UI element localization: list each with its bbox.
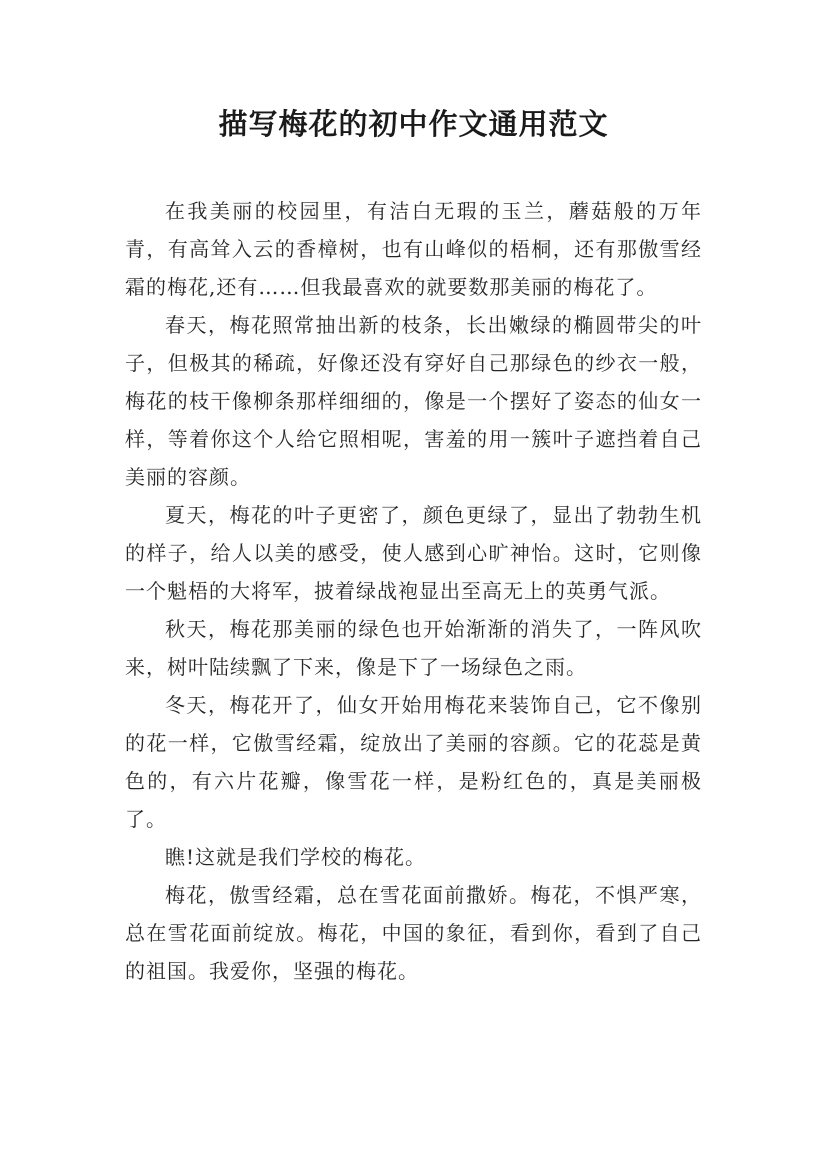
paragraph-2: 春天，梅花照常抽出新的枝条，长出嫩绿的椭圆带尖的叶子，但极其的稀疏，好像还没有穿好自己那绿色的纱衣一般，梅花的枝干像柳条那样细细的，像是一个摆好了姿态的仙女一样，等着你这个人给它照相呢，害羞的用一簇叶子遮挡着自己美丽的容颜。 <box>125 313 702 489</box>
paragraph-5: 冬天，梅花开了，仙女开始用梅花来装饰自己，它不像别的花一样，它傲雪经霜，绽放出了美丽的容颜。它的花蕊是黄色的，有六片花瓣，像雪花一样，是粉红色的，真是美丽极了。 <box>125 693 702 831</box>
document-title: 描写梅花的初中作文通用范文 <box>218 107 609 141</box>
paragraph-6: 瞧!这就是我们学校的梅花。 <box>165 845 427 869</box>
paragraph-1: 在我美丽的校园里，有洁白无瑕的玉兰，蘑菇般的万年青，有高耸入云的香樟树，也有山峰似的梧桐，还有那傲雪经霜的梅花,还有……但我最喜欢的就要数那美丽的梅花了。 <box>125 199 702 299</box>
document-body <box>125 192 702 990</box>
paragraph-4: 秋天，梅花那美丽的绿色也开始渐渐的消失了，一阵风吹来，树叶陆续飘了下来，像是下了一场绿色之雨。 <box>125 617 702 679</box>
paragraph-3: 夏天，梅花的叶子更密了，颜色更绿了，显出了勃勃生机的样子，给人以美的感受，使人感到心旷神怡。这时，它则像一个魁梧的大将军，披着绿战袍显出至高无上的英勇气派。 <box>125 503 702 603</box>
paragraph-7: 梅花，傲雪经霜，总在雪花面前撒娇。梅花，不惧严寒，总在雪花面前绽放。梅花，中国的象征，看到你，看到了自己的祖国。我爱你，坚强的梅花。 <box>125 883 702 983</box>
